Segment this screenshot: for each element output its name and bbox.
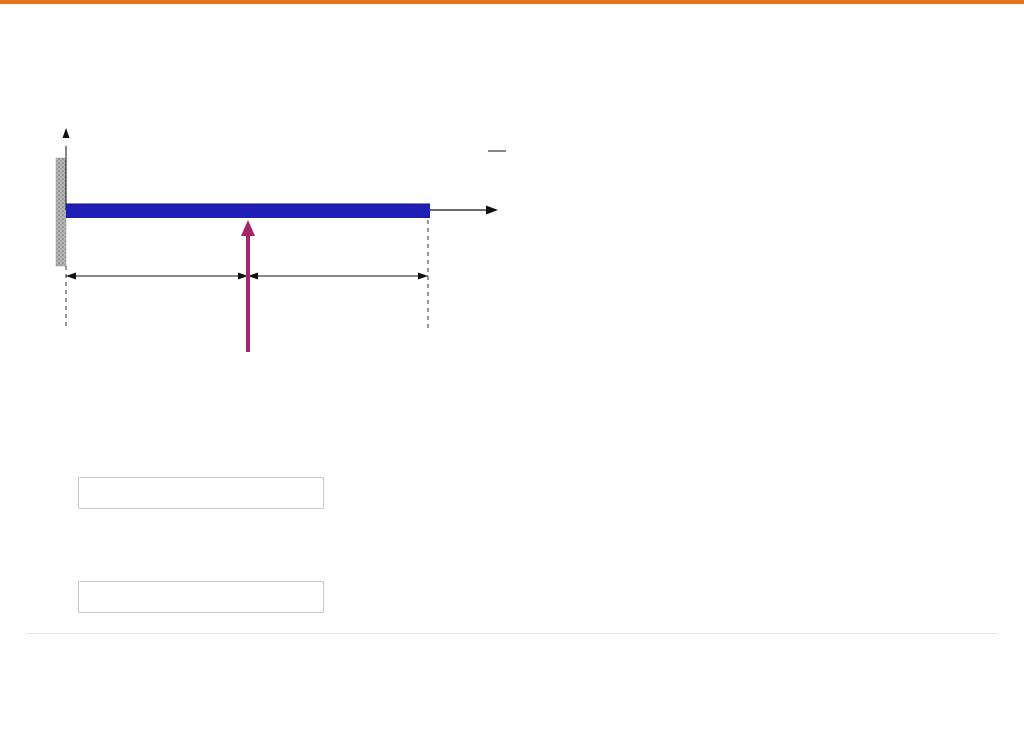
deflection-input[interactable]: [78, 477, 324, 509]
concentrated-force-arrowhead: [241, 220, 255, 236]
dimension-arrowhead-c: [418, 273, 428, 280]
y-axis-arrowhead: [63, 128, 70, 138]
slope-input[interactable]: [78, 581, 324, 613]
dimension-arrowhead-a: [66, 273, 76, 280]
top-accent-bar: [0, 0, 1024, 4]
section-divider: [26, 633, 998, 634]
beam: [66, 204, 430, 218]
x-axis-arrowhead: [486, 206, 498, 215]
answer-row-deflection: [26, 476, 338, 510]
fixed-support-wall: [56, 158, 66, 266]
answer-row-slope: [26, 580, 338, 614]
beam-diagram: [30, 118, 510, 363]
